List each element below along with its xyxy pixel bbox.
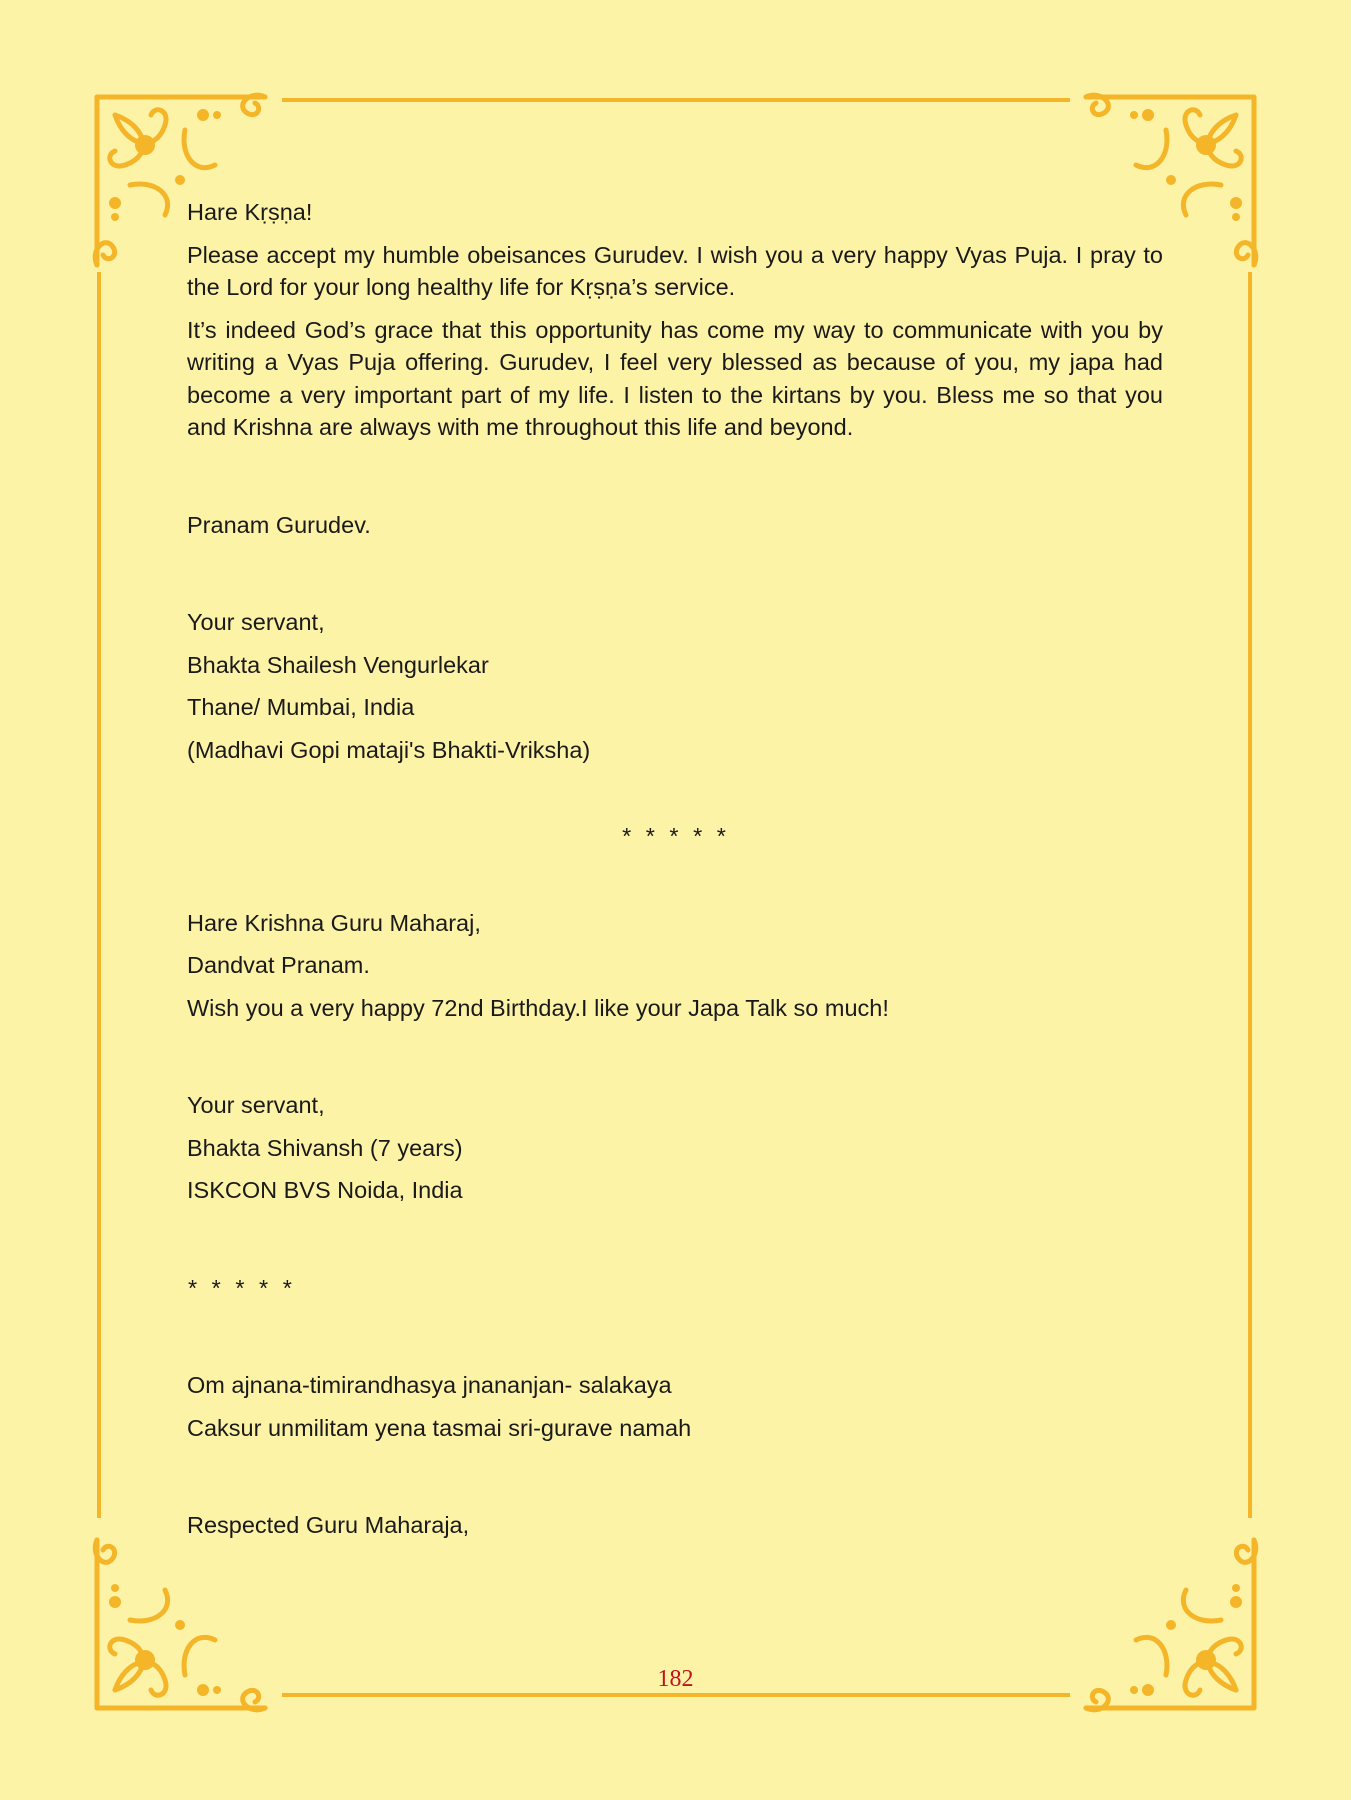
letter3-verse-1: Om ajnana-timirandhasya jnananjan- salakaya (187, 1372, 672, 1398)
border-top-line (282, 98, 1070, 102)
letter1-author-name: Bhakta Shailesh Vengurlekar (187, 651, 489, 678)
separator-center: * * * * * (621, 823, 729, 849)
page-number: 182 (657, 1666, 694, 1692)
separator-left: * * * * * (187, 1274, 295, 1301)
border-bottom-line (282, 1693, 1070, 1697)
letter2-line-2: Wish you a very happy 72nd Birthday.I like your Japa Talk so much! (187, 994, 889, 1021)
page-content (187, 196, 1163, 1542)
letter1-closing: Pranam Gurudev. (187, 511, 371, 538)
letter1-paragraph-1: Please accept my humble obeisances Gurudev. I wish you a very happy Vyas Puja. I pray to the Lord for your long healthy life for Kṛṣṇa’s service. (187, 241, 1163, 300)
letter2-line-1: Dandvat Pranam. (187, 952, 370, 978)
letter2-sign-off: Your servant, (187, 1092, 325, 1118)
letter1-sign-off: Your servant, (187, 609, 325, 635)
letter3-verse-2: Caksur unmilitam yena tasmai sri-gurave namah (187, 1414, 692, 1441)
letter2-greeting: Hare Krishna Guru Maharaj, (187, 909, 481, 936)
letter1-paragraph-2: It’s indeed God’s grace that this opportunity has come my way to communicate with you by writing a Vyas Puja offering. Gurudev, I feel very blessed as because of you, my japa had become a very important part of my life. I listen to the kirtans by you. Bless me so that you and Krishna are always with me throughout this life and beyond. (187, 316, 1163, 440)
letter1-author-group: (Madhavi Gopi mataji's Bhakti-Vriksha) (187, 736, 591, 763)
border-left-line (97, 272, 101, 1518)
letter2-author-location: ISKCON BVS Noida, India (187, 1177, 463, 1203)
letter1-greeting: Hare Kṛṣṇa! (187, 199, 313, 225)
letter3-greeting: Respected Guru Maharaja, (187, 1512, 470, 1538)
letter2-author-name: Bhakta Shivansh (7 years) (187, 1134, 463, 1161)
letter1-author-location: Thane/ Mumbai, India (187, 694, 415, 720)
border-right-line (1248, 272, 1252, 1518)
